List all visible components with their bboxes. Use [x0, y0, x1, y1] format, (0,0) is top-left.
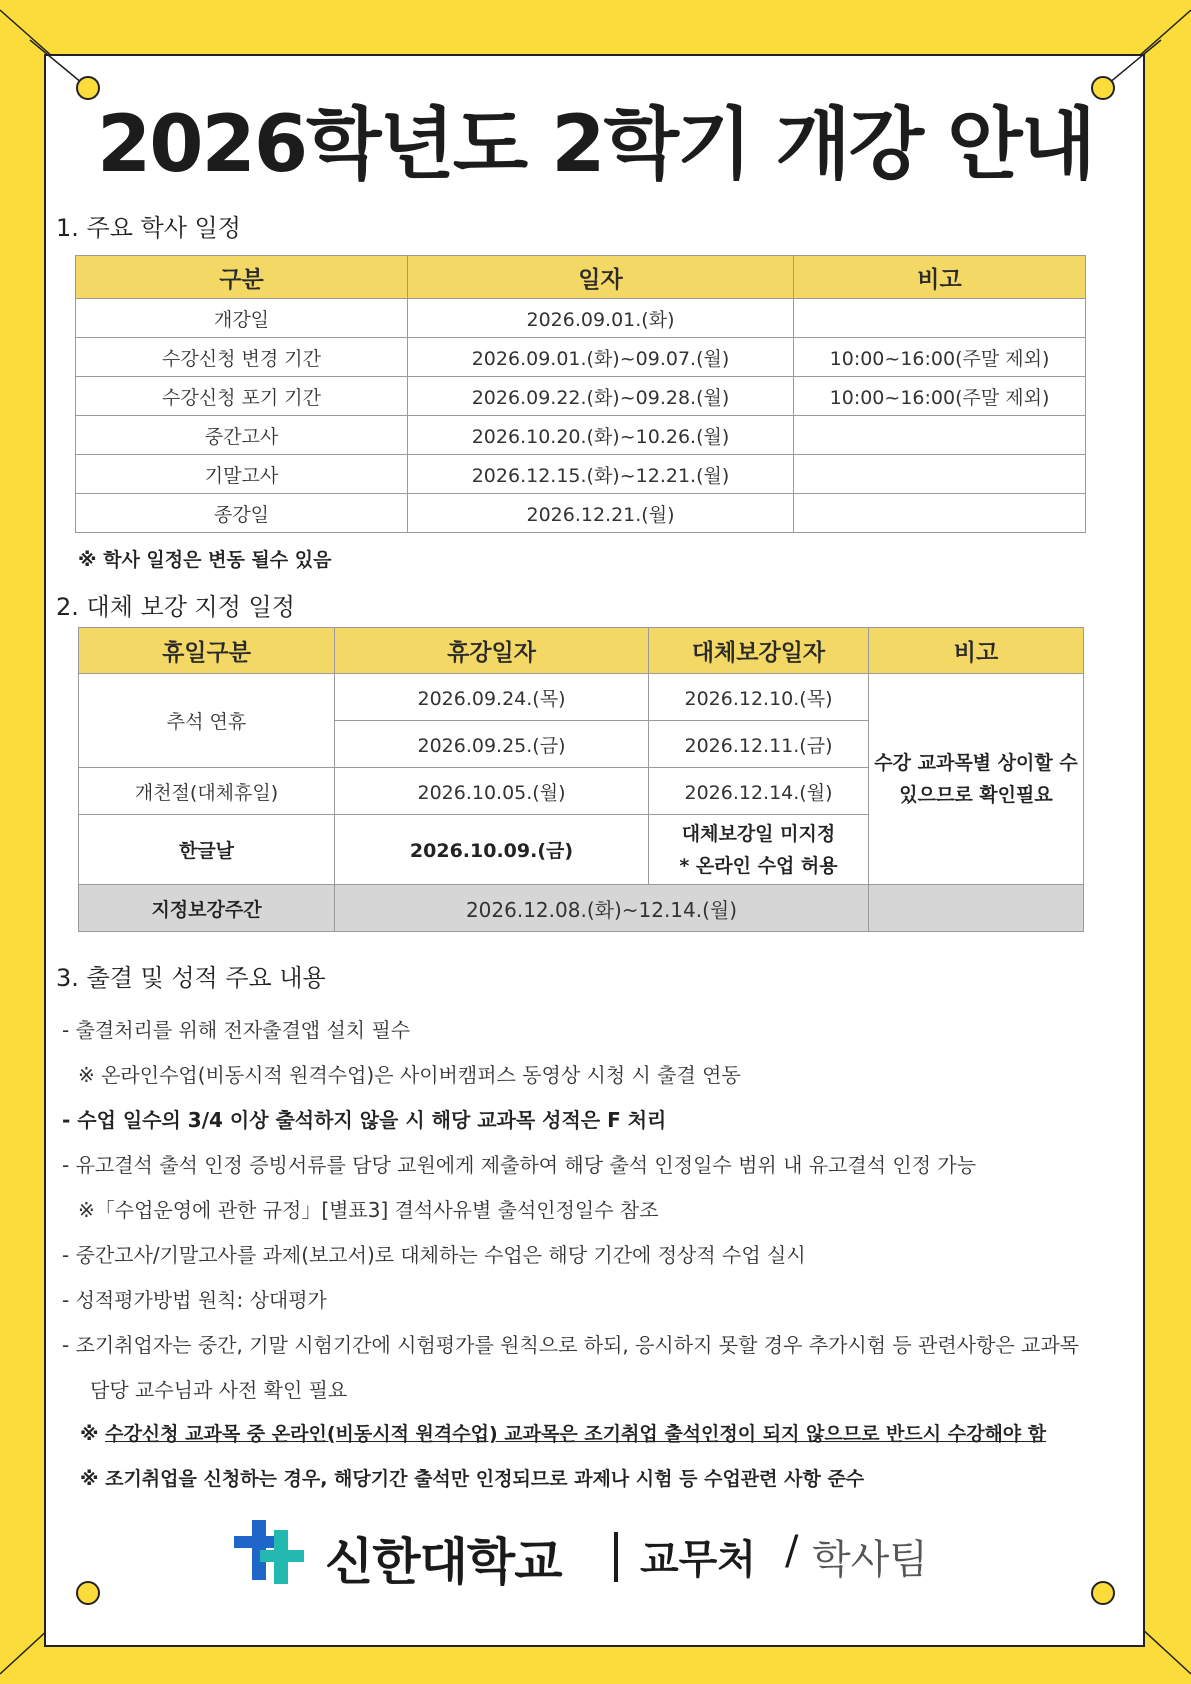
cell-remark	[794, 494, 1086, 533]
header-category: 구분	[76, 256, 408, 299]
cell-off-date: 2026.10.09.(금)	[335, 815, 649, 885]
team-name: 학사팀	[812, 1537, 928, 1583]
table-row	[76, 338, 1086, 377]
reference-mark: ※	[80, 1423, 106, 1445]
content-line: - 출결처리를 위해 전자출결앱 설치 필수	[62, 1018, 411, 1042]
content-line: ※ 조기취업을 신청하는 경우, 해당기간 출석만 인정되므로 과제나 시험 등 수업관련 사항 준수	[80, 1468, 865, 1490]
cell-holiday: 한글날	[79, 815, 335, 885]
cell-remark: 10:00~16:00(주말 제외)	[794, 338, 1086, 377]
content-line: ※ 온라인수업(비동시적 원격수업)은 사이버캠퍼스 동영상 시청 시 출결 연동	[78, 1063, 741, 1087]
table-row	[76, 416, 1086, 455]
cell-makeup-date: 2026.12.11.(금)	[649, 721, 869, 768]
content-line: 담당 교수님과 사전 확인 필요	[90, 1378, 348, 1402]
schedule-change-note: ※ 학사 일정은 변동 될수 있음	[78, 549, 332, 571]
table-header-row	[76, 256, 1086, 299]
makeup-line: 대체보강일 미지정	[681, 822, 836, 845]
cell-date: 2026.12.21.(월)	[408, 494, 794, 533]
cell-off-date: 2026.09.24.(목)	[335, 674, 649, 721]
cell-category: 종강일	[76, 494, 408, 533]
cell-category: 수강신청 포기 기간	[76, 377, 408, 416]
footer-slash: /	[785, 1528, 799, 1574]
content-line: - 조기취업자는 중간, 기말 시험기간에 시험평가를 원칙으로 하되, 응시하지 못할 경우 추가시험 등 관련사항은 교과목	[62, 1333, 1079, 1357]
cell-date: 2026.09.01.(화)	[408, 299, 794, 338]
cell-makeup-date	[649, 815, 869, 885]
makeup-line: * 온라인 수업 허용	[679, 854, 838, 877]
cell-category: 중간고사	[76, 416, 408, 455]
footer-divider	[614, 1532, 618, 1582]
table-row	[76, 494, 1086, 533]
content-line: ※「수업운영에 관한 규정」[별표3] 결석사유별 출석인정일수 참조	[78, 1198, 659, 1222]
header-holiday: 휴일구분	[79, 628, 335, 674]
content-line: - 수업 일수의 3/4 이상 출석하지 않을 시 해당 교과목 성적은 F 처리	[62, 1108, 667, 1132]
cell-makeup-date: 2026.12.14.(월)	[649, 768, 869, 815]
content-line: - 중간고사/기말고사를 과제(보고서)로 대체하는 수업은 해당 기간에 정상적 수업 실시	[62, 1243, 806, 1267]
academic-schedule-table	[75, 255, 1086, 533]
section3-heading: 3. 출결 및 성적 주요 내용	[56, 964, 326, 992]
cell-holiday: 추석 연휴	[79, 674, 335, 768]
header-off-date: 휴강일자	[335, 628, 649, 674]
cell-date: 2026.09.01.(화)~09.07.(월)	[408, 338, 794, 377]
cell-makeup-week-label: 지정보강주간	[79, 885, 335, 932]
page-title: 2026학년도 2학기 개강 안내	[97, 100, 1094, 190]
cell-date: 2026.10.20.(화)~10.26.(월)	[408, 416, 794, 455]
cell-date: 2026.12.15.(화)~12.21.(월)	[408, 455, 794, 494]
table-row	[76, 455, 1086, 494]
remark-line: 수강 교과목별 상이할 수	[874, 752, 1078, 774]
cell-remark-empty	[869, 885, 1084, 932]
section1-heading: 1. 주요 학사 일정	[56, 214, 241, 242]
department-name: 교무처	[640, 1537, 756, 1583]
content-line-underlined	[80, 1419, 1046, 1446]
header-makeup-date: 대체보강일자	[649, 628, 869, 674]
header-date: 일자	[408, 256, 794, 299]
cell-off-date: 2026.09.25.(금)	[335, 721, 649, 768]
cell-remark-check	[869, 674, 1084, 885]
cell-date: 2026.09.22.(화)~09.28.(월)	[408, 377, 794, 416]
section2-heading: 2. 대체 보강 지정 일정	[56, 593, 295, 621]
cell-remark	[794, 299, 1086, 338]
university-name: 신한대학교	[325, 1533, 562, 1591]
cell-makeup-week-dates: 2026.12.08.(화)~12.14.(월)	[335, 885, 869, 932]
table-row	[76, 377, 1086, 416]
cell-off-date: 2026.10.05.(월)	[335, 768, 649, 815]
content-line: - 유고결석 출석 인정 증빙서류를 담당 교원에게 제출하여 해당 출석 인정일수 범위 내 유고결석 인정 가능	[62, 1153, 977, 1177]
header-remark: 비고	[794, 256, 1086, 299]
cell-category: 기말고사	[76, 455, 408, 494]
cell-category: 수강신청 변경 기간	[76, 338, 408, 377]
table-row	[79, 674, 1084, 721]
remark-line: 있으므로 확인필요	[899, 784, 1053, 806]
cell-makeup-date: 2026.12.10.(목)	[649, 674, 869, 721]
makeup-class-table	[78, 627, 1084, 932]
cell-category: 개강일	[76, 299, 408, 338]
cell-remark	[794, 455, 1086, 494]
table-row	[79, 885, 1084, 932]
header-remark: 비고	[869, 628, 1084, 674]
content-line: - 성적평가방법 원칙: 상대평가	[62, 1288, 327, 1312]
cell-remark: 10:00~16:00(주말 제외)	[794, 377, 1086, 416]
table-row	[76, 299, 1086, 338]
university-logo-icon	[234, 1518, 304, 1584]
cell-holiday: 개천절(대체휴일)	[79, 768, 335, 815]
cell-remark	[794, 416, 1086, 455]
underlined-warning: 수강신청 교과목 중 온라인(비동시적 원격수업) 교과목은 조기취업 출석인정이 되지 않으므로 반드시 수강해야 함	[105, 1423, 1047, 1445]
table-header-row	[79, 628, 1084, 674]
